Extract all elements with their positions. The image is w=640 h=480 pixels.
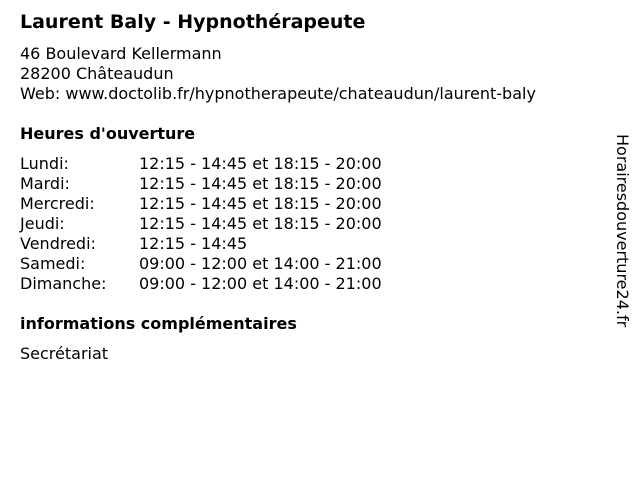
watermark: Horairesdouverture24.fr: [613, 134, 632, 328]
hours-time: 09:00 - 12:00 et 14:00 - 21:00: [139, 254, 382, 273]
hours-time: 09:00 - 12:00 et 14:00 - 21:00: [139, 274, 382, 293]
hours-row-monday: [20, 154, 382, 174]
hours-row-saturday: [20, 254, 382, 274]
hours-row-tuesday: [20, 174, 382, 194]
hours-row-friday: [20, 234, 382, 254]
hours-time: 12:15 - 14:45 et 18:15 - 20:00: [139, 194, 382, 213]
hours-day: Samedi:: [20, 254, 86, 273]
address-web: Web: www.doctolib.fr/hypnotherapeute/chateaudun/laurent-baly: [20, 84, 536, 103]
hours-time: 12:15 - 14:45 et 18:15 - 20:00: [139, 174, 382, 193]
address-city: 28200 Châteaudun: [20, 64, 174, 83]
info-text: Secrétariat: [20, 344, 109, 363]
info-heading: informations complémentaires: [20, 314, 297, 333]
hours-time: 12:15 - 14:45 et 18:15 - 20:00: [139, 214, 382, 233]
hours-time: 12:15 - 14:45: [139, 234, 248, 253]
hours-heading: Heures d'ouverture: [20, 124, 196, 143]
hours-row-wednesday: [20, 194, 382, 214]
hours-day: Jeudi:: [20, 214, 65, 233]
hours-day: Lundi:: [20, 154, 69, 173]
opening-hours-table: [20, 154, 382, 294]
hours-row-thursday: [20, 214, 382, 234]
hours-day: Vendredi:: [20, 234, 96, 253]
hours-day: Mardi:: [20, 174, 70, 193]
hours-day: Dimanche:: [20, 274, 107, 293]
address-block: [20, 44, 536, 104]
hours-time: 12:15 - 14:45 et 18:15 - 20:00: [139, 154, 382, 173]
address-street: 46 Boulevard Kellermann: [20, 44, 222, 63]
hours-row-sunday: [20, 274, 382, 294]
hours-day: Mercredi:: [20, 194, 95, 213]
page-title: Laurent Baly - Hypnothérapeute: [20, 11, 366, 33]
